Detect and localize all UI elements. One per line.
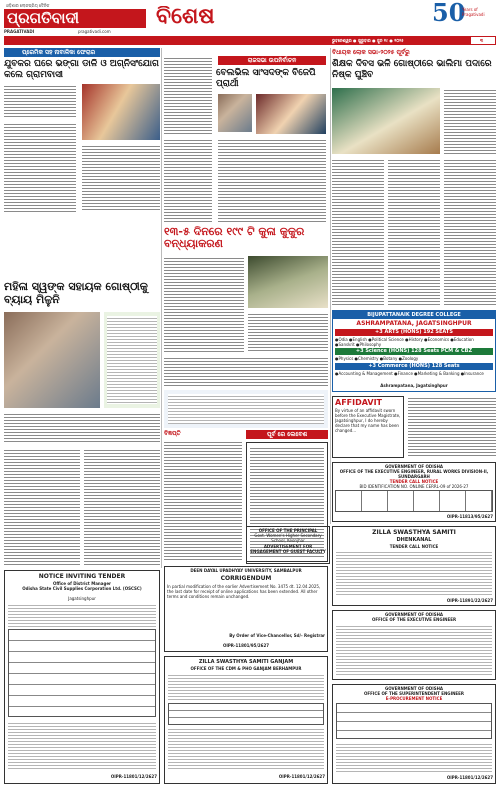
- corrigendum-org: DEEN DAYAL UPADHYAY UNIVERSITY, SAMBALPUR: [190, 568, 302, 573]
- rw-tender-ref: OIPR-11813/95/2627: [446, 514, 493, 519]
- college-ad-science: +3 Science (HONS) 128 Seats PCM & CBZ: [335, 348, 493, 355]
- story-2-left-col-b: [164, 138, 212, 224]
- principal-head2: ENGAGEMENT OF GUEST FACULTY: [250, 549, 326, 554]
- story-5-body: [4, 412, 160, 444]
- nit-ad: [4, 570, 160, 784]
- story-4-box: [164, 390, 328, 428]
- story-3-body-c: [388, 158, 440, 306]
- masthead-logo: ପ୍ରଗତିବାଦୀ: [4, 9, 146, 28]
- nit-intro: [8, 603, 156, 627]
- se-title: GOVERNMENT OF ODISHA: [384, 686, 444, 691]
- nit-org2: Odisha State Civil Supplies Corporation Ltd. (OSCSC): [22, 586, 142, 591]
- story-5-headline: ମହିଳା ସ୍ୱଙ୍କ ସହାୟକ ଗୋଷ୍ଠୀକୁ ବ୍ୟାୟ ମିଳୁନି: [4, 280, 148, 306]
- college-ad-arts-subjects: ●Odia ●English ●Political Science ●History ●Economics ●Education ●Sanskrit ●Philosophy: [335, 337, 474, 347]
- story-3-body-d: [444, 158, 496, 306]
- story-5-continuation-a: [4, 448, 80, 566]
- rw-tender-notice: TENDER CALL NOTICE: [389, 479, 439, 484]
- nit-place: Jagatsinghpur: [68, 596, 96, 601]
- eproc-title: GOVERNMENT OF ODISHA: [384, 612, 444, 617]
- story-4-photo: [248, 256, 328, 308]
- story-1-body-c: [82, 144, 160, 212]
- story-5-photo: [4, 312, 100, 408]
- story-5-continuation-b: [84, 448, 160, 566]
- story-4-body-c: [164, 356, 328, 386]
- eproc-body: [336, 624, 492, 676]
- masthead-rule: [4, 36, 496, 45]
- story-3: [332, 48, 496, 306]
- anniversary-text: Years of Pragativadi: [462, 7, 485, 17]
- zilla-ganjam-table: [168, 703, 324, 725]
- corrigendum-sign: By Order of Vice-Chancellor, Sd/- Registrar: [229, 633, 325, 638]
- notice-right-of-affidavit: [408, 396, 496, 458]
- nit-table: [8, 629, 156, 717]
- story-2-kicker: ରାଜସଭା ଉପନିର୍ବାଚନ: [218, 56, 326, 65]
- story-3-headline: ଶିକ୍ଷକ ଦିବସ ଭଳି ଗୋଷ୍ଠୀରେ ଭାଲିମା ପଦାରେ ନିଷ୍କ ଘୁଞ୍ଚିବ: [332, 59, 492, 80]
- story-1-body-a: [4, 84, 76, 118]
- story-2: [164, 56, 328, 224]
- college-ad: [332, 310, 496, 392]
- zilla-dhenkanal-ref: OIPR-11891/22/2627: [446, 598, 493, 603]
- page-number-box: [470, 36, 496, 45]
- story-1: [4, 48, 160, 276]
- masthead-tagline: ଓଡ଼ିଶାର ଲୋକପ୍ରିୟ ଦୈନିକ: [6, 3, 50, 8]
- section-title: ବିଶେଷ: [156, 6, 215, 28]
- principal-head1: ADVERTISEMENT FOR: [263, 544, 313, 549]
- se-sub: OFFICE OF THE SUPERINTENDENT ENGINEER: [364, 691, 464, 696]
- nit-ref: OIPR-11801/12/2627: [110, 774, 157, 779]
- story-2-body: [218, 138, 326, 224]
- se-table: [336, 703, 492, 739]
- column-rule: [161, 48, 162, 568]
- story-2-photo-right: [256, 94, 326, 134]
- rw-tender-table: [335, 490, 493, 512]
- masthead-date: ଭୁବନେଶ୍ୱର ● ଗୁରୁବାର ● ଜୁନ ୧୯ ● ୨୦୨୫: [332, 38, 404, 43]
- story-1-headline: ଯୁବକର ଘରେ ଭଙ୍ଗା ଡାଳି ଓ ଅଗ୍ନିସଂଯୋଗ କଲେ ଗ୍ରାମବାସୀ: [4, 59, 159, 80]
- anniversary-logo: [432, 1, 496, 33]
- se-ref: OIPR-11801/12/2627: [446, 775, 493, 780]
- zilla-ganjam-body-a: [168, 673, 324, 701]
- principal-ad: [246, 526, 330, 564]
- college-ad-name: ASHRAMPATANA, JAGATSINGHPUR: [356, 320, 472, 327]
- se-notice: E-PROCUREMENT NOTICE: [385, 696, 443, 701]
- story-5-infobox: [104, 312, 160, 408]
- college-ad-commerce: +3 Commerce (HONS) 128 Seats: [335, 363, 493, 370]
- college-ad-arts: +3 ARTS (HONS) 192 SEATS: [335, 329, 493, 336]
- masthead-website: pragativadi.com: [78, 29, 111, 34]
- corrigendum-ref: OIPR-11801/95/2627: [222, 643, 270, 648]
- rw-tender-ad: [332, 462, 496, 522]
- story-1-kicker: ପ୍ରେମିକ ସହ ନାବାଳିକା ଫେରାର: [4, 48, 160, 57]
- masthead: [0, 0, 500, 36]
- se-ad: [332, 684, 496, 784]
- story-6: [164, 430, 242, 562]
- story-1-body-b: [4, 122, 76, 212]
- principal-title: OFFICE OF THE PRINCIPAL: [258, 528, 318, 533]
- se-body: [336, 742, 492, 772]
- college-ad-science-subjects: ●Physics ●Chemistry ●Botany ●Zoology: [335, 356, 419, 361]
- affidavit-body: By virtue of an affidavit sworn before the Executive Magistrate, Jagatsinghpur, I do hereby declare that my name has been changed...: [335, 408, 401, 433]
- affidavit-title: AFFIDAVIT: [335, 398, 383, 407]
- story-1-photo: [82, 84, 160, 140]
- story-4-body-b: [248, 312, 328, 352]
- column-rule: [330, 48, 331, 524]
- masthead-logo-latin: PRAGATIVADI: [4, 29, 35, 34]
- story-3-body-a: [444, 88, 496, 154]
- nit-org: Office of District Manager: [53, 581, 111, 586]
- corrigendum-body: In partial modification of the earlier Advertisement No. 3475 dt. 12.04.2025, the last date for receipt of online applications has been extended. All other terms and conditions remain unchanged.: [167, 584, 321, 599]
- story-3-body-b: [332, 158, 384, 306]
- zilla-dhenkanal-title: ZILLA SWASTHYA SAMITI: [372, 529, 456, 536]
- story-2-left-col: [164, 56, 212, 134]
- nit-footnotes: [8, 721, 156, 771]
- zilla-ganjam-ref: OIPR-11801/12/2627: [278, 774, 325, 779]
- college-ad-title: BIJUPATTANAIK DEGREE COLLEGE: [333, 311, 495, 319]
- zilla-ganjam-title: ZILLA SWASTHYA SAMITI GANJAM: [198, 659, 294, 665]
- zilla-ganjam-sub: OFFICE OF THE CDM & PHO GANJAM BERHAMPUR: [190, 666, 302, 671]
- page-number: ୩: [480, 38, 484, 43]
- story-5-infobox-text: [107, 316, 157, 404]
- college-ad-commerce-subjects: ●Accounting & Management ●Finance ●Marketing & Banking ●Insurance: [335, 371, 484, 376]
- eproc-sub: OFFICE OF THE EXECUTIVE ENGINEER: [371, 617, 457, 622]
- nit-title: NOTICE INVITING TENDER: [38, 573, 126, 580]
- zilla-dhenkanal-place: DHENKANAL: [396, 537, 432, 543]
- zilla-dhenkanal-body: [336, 550, 492, 596]
- corrigendum-title: CORRIGENDUM: [220, 575, 272, 582]
- principal-sub: Govt. Women's Higher Secondary School, Keonjhar: [254, 533, 322, 543]
- story-3-photo: [332, 88, 440, 154]
- zilla-ganjam-body-b: [168, 727, 324, 771]
- story-6-kicker: ବିଜ୍ଞପ୍ତି: [164, 430, 181, 437]
- story-7-kicker: ପୂର୍ବ ରେ ଲେବେଶ: [246, 430, 328, 439]
- story-4-headline: ୧୩-୫ ଦିନରେ ୧୯୯ ଟି କୁଳା କୁକୁର ବନ୍ଧ୍ୟାକରଣ: [164, 225, 305, 250]
- story-3-kicker: ବିଧାୟକ ଲୋକ ସଭା-୨୦୨୫ ପୂର୍ବରୁ: [332, 49, 410, 56]
- eproc-ad: [332, 610, 496, 680]
- zilla-ganjam-ad: [164, 656, 328, 784]
- rw-tender-title: OFFICE OF THE EXECUTIVE ENGINEER, RURAL WORKS DIVISION-II, SUNDARGARH: [339, 469, 489, 479]
- college-ad-contact: Ashrampatana, Jagatsinghpur: [380, 383, 448, 388]
- story-4-body-a: [164, 256, 244, 352]
- story-2-photo-left: [218, 94, 252, 132]
- story-6-body: [164, 440, 242, 562]
- corrigendum-ad: [164, 566, 328, 652]
- rw-tender-org: GOVERNMENT OF ODISHA: [384, 464, 444, 469]
- story-4-box-text: [168, 394, 324, 424]
- anniversary-number: 50: [432, 1, 466, 25]
- zilla-dhenkanal-notice: TENDER CALL NOTICE: [389, 544, 439, 549]
- zilla-dhenkanal-ad: [332, 526, 496, 606]
- affidavit-ad: [332, 396, 404, 458]
- rw-tender-sub: BID IDENTIFICATION NO. ONLINE CERRL-09 of 2026-27: [359, 484, 469, 489]
- story-2-headline: ବେଲଭିଲ ସାଂସଦଙ୍କ ବିଜେପି ପ୍ରାର୍ଥୀ: [216, 68, 316, 89]
- story-4: [164, 226, 328, 428]
- story-5: [4, 280, 160, 444]
